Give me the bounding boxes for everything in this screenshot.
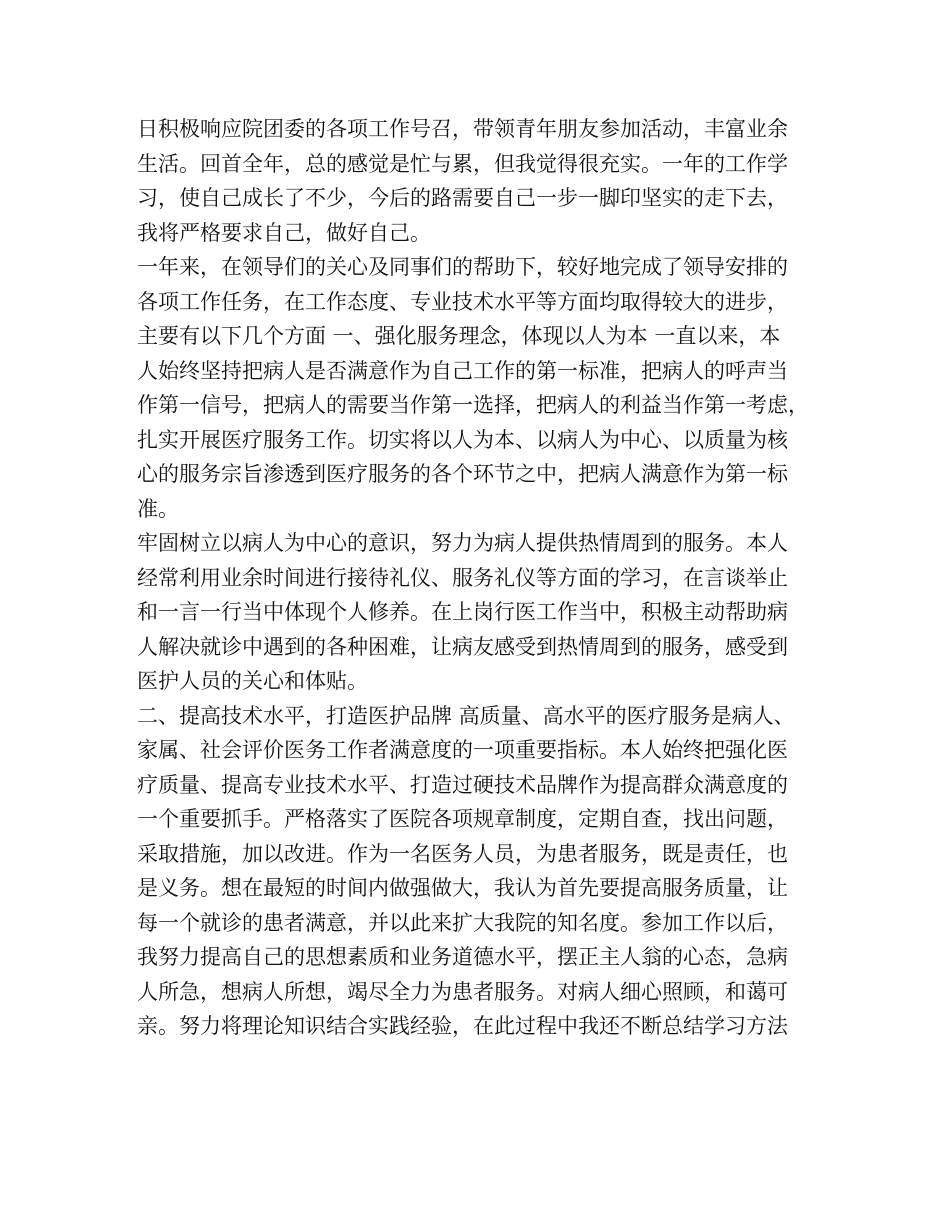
body-text xyxy=(137,112,827,1044)
text-line: 心的服务宗旨渗透到医疗服务的各个环节之中，把病人满意作为第一标 xyxy=(137,462,788,486)
text-line: 习，使自己成长了不少，今后的路需要自己一步一脚印坚实的走下去， xyxy=(137,186,788,210)
text-line: 疗质量、提高专业技术水平、打造过硬技术品牌作为提高群众满意度的 xyxy=(137,772,788,797)
text-line: 准。 xyxy=(137,496,179,521)
text-line: 扎实开展医疗服务工作。切实将以人为本、以病人为中心、以质量为核 xyxy=(137,427,788,452)
text-line: 人解决就诊中遇到的各种困难，让病友感受到热情周到的服务，感受到 xyxy=(137,634,788,659)
text-line: 一年来，在领导们的关心及同事们的帮助下，较好地完成了领导安排的 xyxy=(137,255,788,279)
text-line: 牢固树立以病人为中心的意识，努力为病人提供热情周到的服务。本人 xyxy=(137,531,788,555)
text-line: 作第一信号，把病人的需要当作第一选择，把病人的利益当作第一考虑， xyxy=(137,393,809,417)
text-line: 人始终坚持把病人是否满意作为自己工作的第一标准，把病人的呼声当 xyxy=(137,358,788,383)
text-line: 我将严格要求自己，做好自己。 xyxy=(137,220,431,245)
text-line: 生活。回首全年，总的感觉是忙与累，但我觉得很充实。一年的工作学 xyxy=(137,151,788,176)
text-line: 二、提高技术水平，打造医护品牌 高质量、高水平的医疗服务是病人、 xyxy=(137,703,795,728)
text-line: 家属、社会评价医务工作者满意度的一项重要指标。本人始终把强化医 xyxy=(137,738,788,762)
text-line: 一个重要抓手。严格落实了医院各项规章制度，定期自查，找出问题， xyxy=(137,807,788,831)
text-line: 经常利用业余时间进行接待礼仪、服务礼仪等方面的学习，在言谈举止 xyxy=(137,565,788,590)
text-line: 日积极响应院团委的各项工作号召，带领青年朋友参加活动，丰富业余 xyxy=(137,117,788,141)
text-line: 各项工作任务，在工作态度、专业技术水平等方面均取得较大的进步， xyxy=(137,289,788,314)
text-line: 每一个就诊的患者满意，并以此来扩大我院的知名度。参加工作以后， xyxy=(137,910,788,935)
text-line: 医护人员的关心和体贴。 xyxy=(137,669,368,693)
text-line: 主要有以下几个方面 一、强化服务理念，体现以人为本 一直以来，本 xyxy=(137,324,781,348)
text-line: 人所急，想病人所想，竭尽全力为患者服务。对病人细心照顾，和蔼可 xyxy=(137,979,788,1004)
text-line: 是义务。想在最短的时间内做强做大，我认为首先要提高服务质量，让 xyxy=(137,876,788,900)
text-line: 和一言一行当中体现个人修养。在上岗行医工作当中，积极主动帮助病 xyxy=(137,600,788,624)
text-line: 我努力提高自己的思想素质和业务道德水平，摆正主人翁的心态，急病 xyxy=(137,945,788,969)
text-line: 亲。努力将理论知识结合实践经验，在此过程中我还不断总结学习方法 xyxy=(137,1014,788,1038)
text-line: 采取措施，加以改进。作为一名医务人员，为患者服务，既是责任，也 xyxy=(137,841,788,866)
